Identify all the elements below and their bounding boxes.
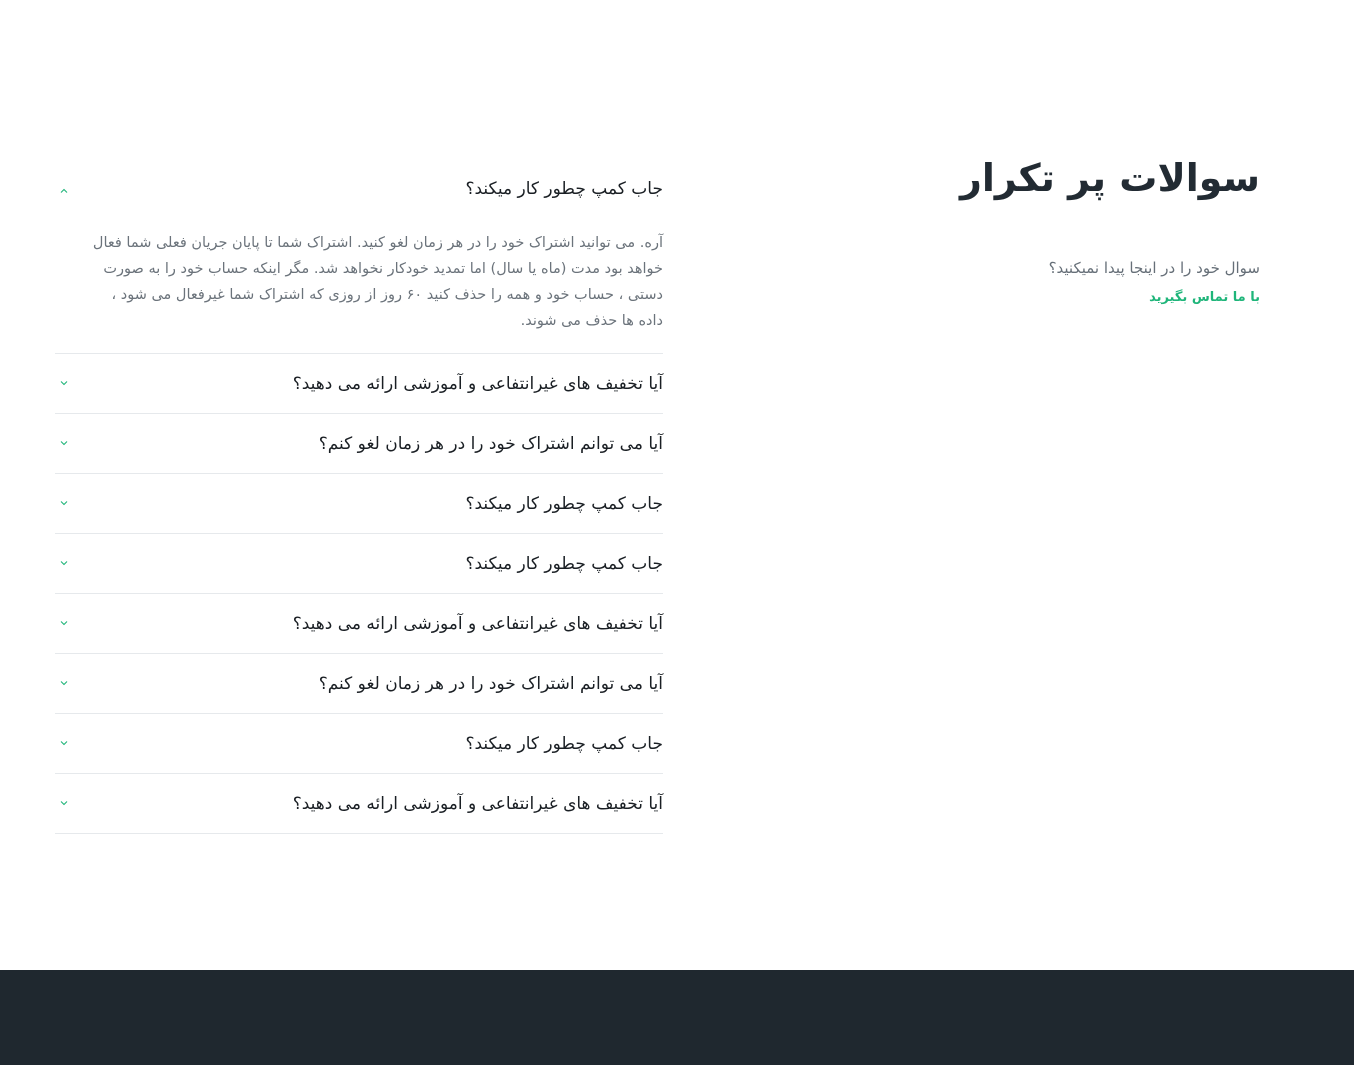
faq-title: سوالات پر تکرار xyxy=(960,156,1260,200)
faq-item[interactable] xyxy=(55,714,663,774)
faq-item[interactable] xyxy=(55,354,663,414)
chevron-down-icon[interactable] xyxy=(60,499,68,507)
chevron-down-icon[interactable] xyxy=(60,739,68,747)
chevron-down-icon[interactable] xyxy=(60,439,68,447)
faq-subtitle: سوال خود را در اینجا پیدا نمیکنید؟ xyxy=(1048,259,1260,277)
faq-question[interactable]: آیا تخفیف های غیرانتفاعی و آموزشی ارائه می دهید؟ xyxy=(292,614,663,634)
faq-question[interactable]: آیا تخفیف های غیرانتفاعی و آموزشی ارائه می دهید؟ xyxy=(292,794,663,814)
faq-question[interactable]: آیا می توانم اشتراک خود را در هر زمان لغو کنم؟ xyxy=(318,674,663,694)
faq-question[interactable]: جاب کمپ چطور کار میکند؟ xyxy=(465,494,663,514)
faq-item[interactable] xyxy=(55,414,663,474)
faq-question[interactable]: جاب کمپ چطور کار میکند؟ xyxy=(465,554,663,574)
chevron-up-icon[interactable] xyxy=(60,187,68,195)
faq-item[interactable] xyxy=(55,774,663,834)
chevron-down-icon[interactable] xyxy=(60,619,68,627)
chevron-down-icon[interactable] xyxy=(60,379,68,387)
faq-accordion xyxy=(55,160,663,834)
faq-item[interactable] xyxy=(55,474,663,534)
chevron-down-icon[interactable] xyxy=(60,559,68,567)
faq-item[interactable] xyxy=(55,654,663,714)
chevron-down-icon[interactable] xyxy=(60,679,68,687)
faq-answer: آره. می توانید اشتراک خود را در هر زمان لغو کنید. اشتراک شما تا پایان جریان فعلی شما فعال خواهد بود مدت (ماه یا سال) اما تمدید خودکار نخواهد شد. مگر اینکه حساب خود را به صورت دستی ، حساب خود و همه را حذف کنید ۶۰ روز از روزی که اشتراک شما غیرفعال می شود ، داده ها حذف می شوند. xyxy=(92,235,663,329)
faq-question[interactable]: آیا تخفیف های غیرانتفاعی و آموزشی ارائه می دهید؟ xyxy=(292,374,663,394)
faq-question[interactable]: آیا می توانم اشتراک خود را در هر زمان لغو کنم؟ xyxy=(318,434,663,454)
contact-us-link[interactable]: با ما تماس بگیرید xyxy=(1149,290,1260,305)
faq-question[interactable]: جاب کمپ چطور کار میکند؟ xyxy=(465,179,663,199)
faq-item[interactable] xyxy=(55,594,663,654)
chevron-down-icon[interactable] xyxy=(60,799,68,807)
faq-question[interactable]: جاب کمپ چطور کار میکند؟ xyxy=(465,734,663,754)
faq-intro xyxy=(930,150,1260,308)
faq-item[interactable] xyxy=(55,534,663,594)
faq-item[interactable] xyxy=(55,160,663,354)
footer xyxy=(0,970,1354,1065)
